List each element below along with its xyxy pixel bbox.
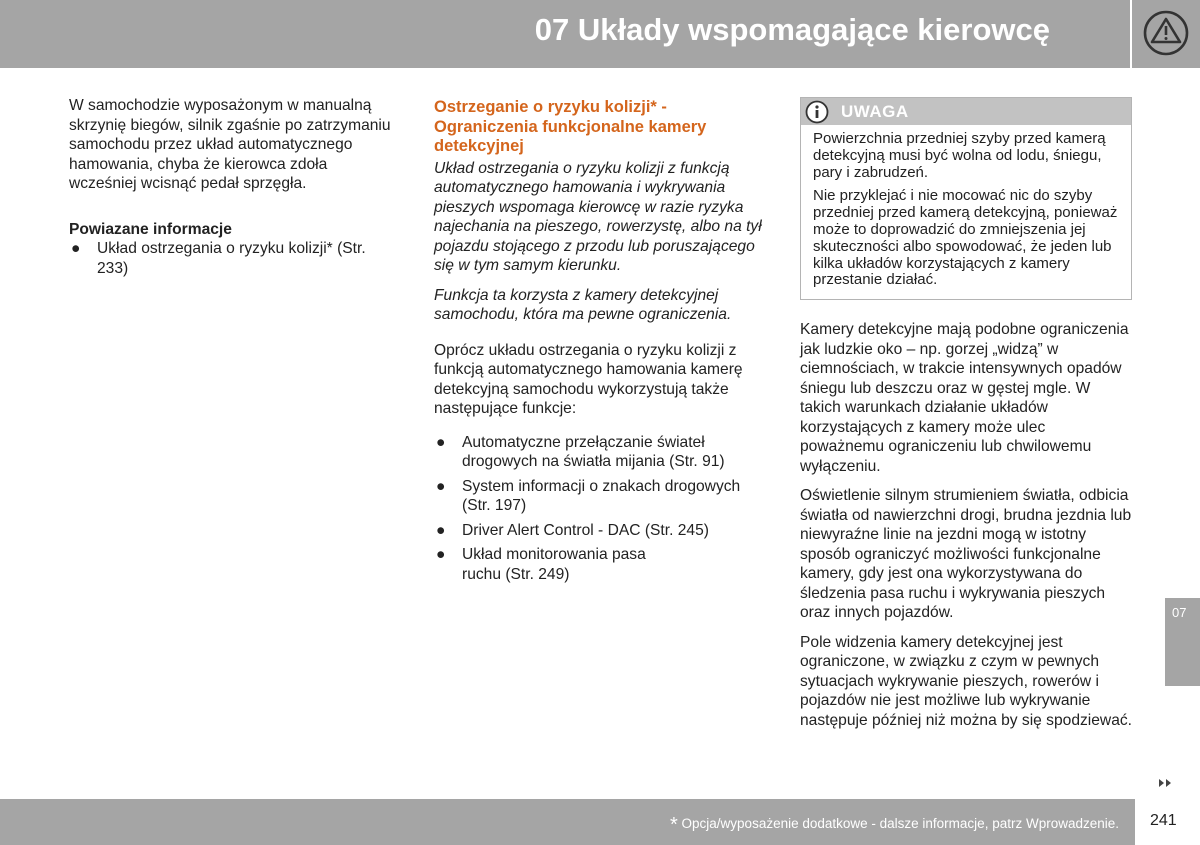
chapter-tab-label: 07: [1172, 605, 1187, 620]
list-item[interactable]: [434, 477, 764, 516]
warning-triangle-icon: [1142, 9, 1190, 57]
note-box: [800, 97, 1132, 300]
list-item[interactable]: [434, 521, 764, 541]
column-right: [800, 97, 1132, 740]
note-header: [801, 98, 1131, 125]
related-heading: Powiazane informacje: [69, 220, 232, 238]
section-title: Ostrzeganie o ryzyku kolizji* - Ograniczenia funkcjonalne kamery detekcyjnej: [434, 98, 707, 155]
footer-note-text: Opcja/wyposażenie dodatkowe - dalsze informacje, patrz Wprowadzenie.: [681, 816, 1119, 831]
column-middle: [434, 98, 764, 589]
list-item-text[interactable]: Układ monitorowania pasa ruchu (Str. 249): [462, 546, 646, 583]
footer-note: [670, 814, 1119, 837]
bullet-icon: ●: [436, 521, 446, 539]
bullet-icon: ●: [436, 477, 446, 495]
function-list: [434, 433, 764, 585]
asterisk-mark: *: [669, 814, 678, 836]
list-item-text[interactable]: System informacji o znakach drogowych (Str. 197): [462, 477, 741, 514]
info-icon: [805, 100, 829, 124]
intro-paragraph-2: Funkcja ta korzysta z kamery detekcyjnej samochodu, która ma pewne ograniczenia.: [434, 286, 732, 323]
note-paragraph: Powierzchnia przedniej szyby przed kamerą detekcyjną musi być wolna od lodu, śniegu, pary i zabrudzeń.: [813, 130, 1106, 181]
related-link[interactable]: Układ ostrzegania o ryzyku kolizji* (Str. 233): [97, 240, 366, 277]
list-item-text[interactable]: Driver Alert Control - DAC (Str. 245): [462, 521, 709, 539]
paragraph: Oświetlenie silnym strumieniem światła, odbicia światła od nawierzchni drogi, brudna jezdnia lub niewyraźne linie na jezdni mogą w istotny sposób ograniczyć możliwości funkcjonalne kamery, gdy jest ona wykorzystywana do śledzenia pasa ruchu i wykrywania pieszych oraz innych pojazdów.: [800, 487, 1132, 622]
intro-paragraph: Układ ostrzegania o ryzyku kolizji z funkcją automatycznego hamowania i wykrywania pieszych wspomaga kierowcę w razie ryzyka najechania na pieszego, rowerzystę, albo na tył pojazdu stojącego z przodu lub poruszającego się w tym samym kierunku.: [434, 159, 762, 274]
page-number: 241: [1150, 812, 1177, 829]
list-item[interactable]: [69, 239, 399, 278]
bullet-icon: ●: [71, 240, 81, 257]
chapter-tab[interactable]: [1165, 598, 1200, 686]
paragraph: Pole widzenia kamery detekcyjnej jest ograniczone, w związku z czym w pewnych sytuacjach wykrywanie pieszych, rowerów i pojazdów nie jest możliwe lub wykrywanie następuje później niż można by się spodziewać.: [800, 633, 1132, 729]
bullet-icon: ●: [436, 433, 446, 451]
page-header: [0, 0, 1130, 68]
column-left: [69, 96, 399, 283]
note-label: UWAGA: [841, 102, 909, 121]
paragraph: Oprócz układu ostrzegania o ryzyku kolizji z funkcją automatycznego hamowania kamerę detekcyjną samochodu wykorzystują także następujące funkcje:: [434, 341, 743, 417]
paragraph: Kamery detekcyjne mają podobne ograniczenia jak ludzkie oko – np. gorzej „widzą” w ciemnościach, w trakcie intensywnych opadów śniegu lub deszczu oraz w gęstej mgle. W takich warunkach działanie układów korzystających z kamery może ulec poważnemu ograniczeniu lub chwilowemu wyłączeniu.: [800, 321, 1129, 475]
chapter-title: 07 Układy wspomagające kierowcę: [534, 12, 1050, 47]
list-item-text[interactable]: Automatyczne przełączanie świateł drogowych na światła mijania (Str. 91): [462, 433, 725, 470]
note-body: [801, 125, 1131, 299]
chapter-icon-box: [1132, 0, 1200, 68]
list-item[interactable]: [434, 545, 764, 584]
note-paragraph: Nie przyklejać i nie mocować nic do szyby przedniej przed kamerą detekcyjną, ponieważ może to doprowadzić do zmniejszenia jej skuteczności albo spowodować, że jeden lub kilka układów korzystających z kamery przestanie działać.: [813, 187, 1118, 289]
paragraph: W samochodzie wyposażonym w manualną skrzynię biegów, silnik zgaśnie po zatrzymaniu samochodu przez układ automatycznego hamowania, chyba że kierowca zdoła wcześniej wcisnąć pedał sprzęgła.: [69, 97, 391, 192]
bullet-icon: ●: [436, 546, 446, 563]
page-footer: [0, 799, 1135, 845]
double-arrow-right-icon[interactable]: [1158, 775, 1174, 793]
list-item[interactable]: [434, 433, 764, 472]
related-list: [69, 239, 399, 278]
